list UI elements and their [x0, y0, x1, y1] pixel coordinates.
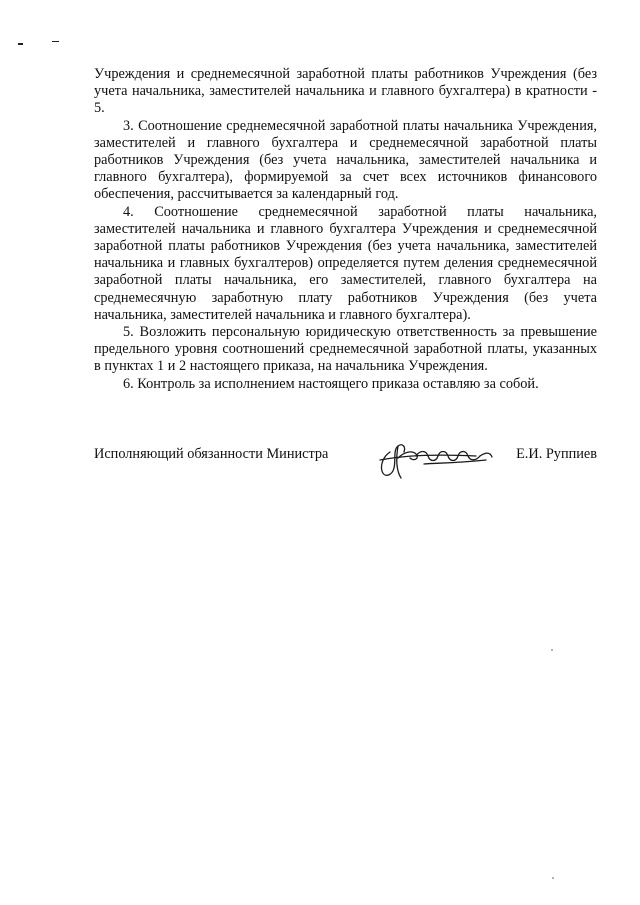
signer-name: Е.И. Руппиев [516, 446, 597, 462]
paragraph-item-3: 3. Соотношение среднемесячной заработной платы начальника Учреждения, заместителей и главного бухгалтера и среднемесячной заработной платы работников Учреждения (без учета начальника, заместителей начальника и главного бухгалтера), формируемой за счет всех источников финансового обеспечения, рассчитывается за календарный год. [94, 117, 597, 203]
handwritten-signature-icon [376, 438, 506, 480]
paragraph-item-5: 5. Возложить персональную юридическую ответственность за превышение предельного уровня соотношений среднемесячной заработной платы, указанных в пунктах 1 и 2 настоящего приказа, на начальника Учреждения. [94, 324, 597, 375]
scan-artifact-mark [52, 41, 59, 42]
scan-artifact-speck [552, 877, 554, 879]
signature-block [94, 446, 597, 486]
paragraph-continuation: Учреждения и среднемесячной заработной платы работников Учреждения (без учета начальника, заместителей начальника и главного бухгалтера) в кратности - 5. [94, 66, 597, 117]
paragraph-item-6: 6. Контроль за исполнением настоящего приказа оставляю за собой. [123, 375, 539, 392]
paragraph-item-4: 4. Соотношение среднемесячной заработной платы начальника, заместителей начальника и главного бухгалтера Учреждения и среднемесячной заработной платы работников Учреждения (без учета начальника, заместителей начальника и главных бухгалтеров) определяется путем деления среднемесячной заработной платы начальника, его заместителей, главного бухгалтера на среднемесячную заработную плату работников Учреждения (без учета начальника, заместителей начальника и главного бухгалтера). [94, 203, 597, 323]
scan-artifact-speck [551, 649, 553, 651]
signer-role: Исполняющий обязанности Министра [94, 446, 329, 462]
document-body [94, 66, 597, 393]
scan-artifact-mark [18, 43, 23, 45]
